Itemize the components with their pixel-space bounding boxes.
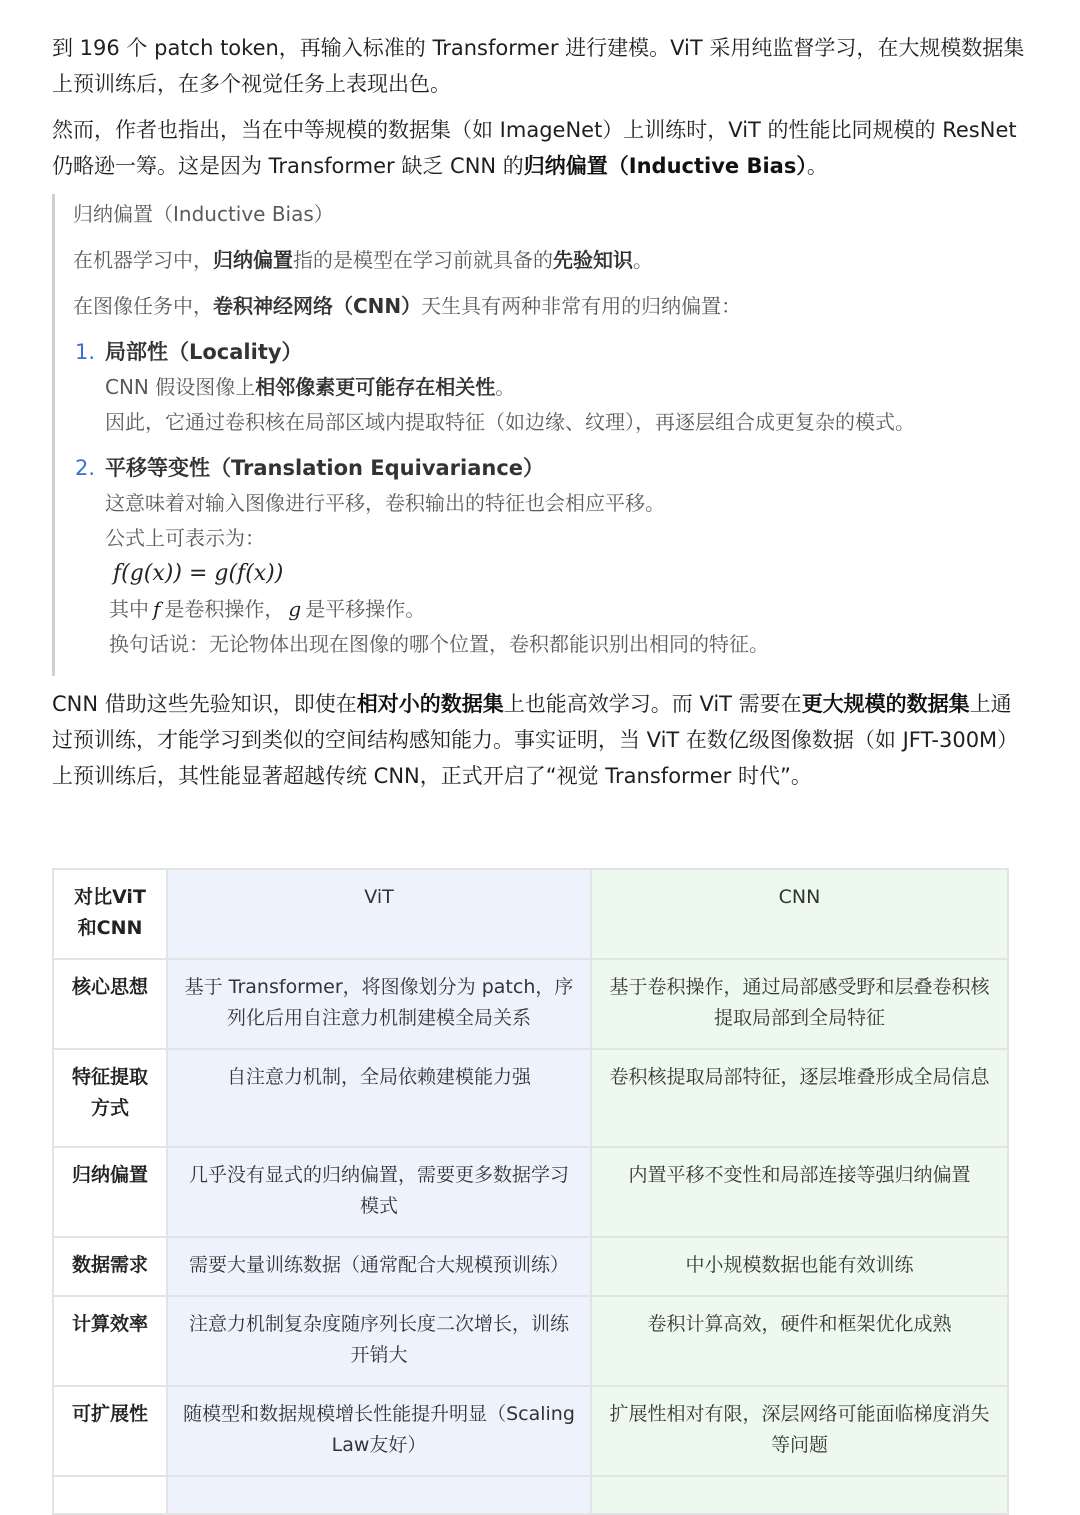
list-number: 2. xyxy=(75,456,96,480)
table-header-corner: 对比ViT和CNN xyxy=(53,869,167,959)
intro-paragraph-2 xyxy=(52,112,1032,184)
cnn-cell xyxy=(591,1476,1008,1514)
def-text-a: 在机器学习中， xyxy=(73,248,213,272)
cnn-bold: 卷积神经网络（CNN） xyxy=(213,294,422,318)
callout-definition xyxy=(73,242,1032,278)
cnn-cell: 中小规模数据也能有效训练 xyxy=(591,1237,1008,1296)
bias-list xyxy=(73,334,1032,662)
vit-cell: 自注意力机制，全局依赖建模能力强 xyxy=(167,1049,591,1147)
intro-p2-bold: 归纳偏置（Inductive Bias） xyxy=(523,154,807,178)
outro-bold-a: 相对小的数据集 xyxy=(356,692,504,716)
callout-cnn-intro xyxy=(73,288,1032,324)
row-label: 可扩展性 xyxy=(53,1386,167,1476)
list-item-line: 因此，它通过卷积核在局部区域内提取特征（如边缘、纹理），再逐层组合成更复杂的模式。 xyxy=(105,410,915,434)
list-item-line: 换句话说：无论物体出现在图像的哪个位置，卷积都能识别出相同的特征。 xyxy=(109,632,769,656)
callout-title: 归纳偏置（Inductive Bias） xyxy=(73,202,334,226)
cnn-cell: 扩展性相对有限，深层网络可能面临梯度消失等问题 xyxy=(591,1386,1008,1476)
table-row xyxy=(53,1049,1008,1147)
inductive-bias-callout xyxy=(52,194,1032,676)
equivariance-formula: f(g(x)) = g(f(x)) xyxy=(113,561,284,586)
math-var-f: f xyxy=(153,597,161,621)
locality-text-a: CNN 假设图像上 xyxy=(105,375,256,399)
list-item-heading: 局部性（Locality） xyxy=(105,340,303,364)
row-label: 特征提取方式 xyxy=(53,1049,167,1147)
intro-p2-end: 。 xyxy=(806,154,828,178)
table-header-row xyxy=(53,869,1008,959)
table-header-vit: ViT xyxy=(167,869,591,959)
row-label: 数据需求 xyxy=(53,1237,167,1296)
intro-p1-text: 到 196 个 patch token，再输入标准的 Transformer 进行建模。ViT 采用纯监督学习，在大规模数据集上预训练后，在多个视觉任务上表现出色。 xyxy=(52,36,1025,96)
def-bold-a: 归纳偏置 xyxy=(213,248,293,272)
cnn-cell: 卷积核提取局部特征，逐层堆叠形成全局信息 xyxy=(591,1049,1008,1147)
def-text-c: 。 xyxy=(633,248,653,272)
table-row xyxy=(53,1237,1008,1296)
list-item-heading: 平移等变性（Translation Equivariance） xyxy=(105,456,545,480)
table-row-partial xyxy=(53,1476,1008,1514)
def-text-b: 指的是模型在学习前就具备的 xyxy=(293,248,553,272)
def-bold-b: 先验知识 xyxy=(553,248,633,272)
cnn-text-b: 天生具有两种非常有用的归纳偏置： xyxy=(421,294,742,318)
vit-cell: 注意力机制复杂度随序列长度二次增长，训练开销大 xyxy=(167,1296,591,1386)
row-label: 归纳偏置 xyxy=(53,1147,167,1237)
explain-text-b: 是卷积操作， xyxy=(164,597,285,621)
table-header-cnn: CNN xyxy=(591,869,1008,959)
cnn-cell: 内置平移不变性和局部连接等强归纳偏置 xyxy=(591,1147,1008,1237)
formula-explanation xyxy=(105,592,1032,627)
row-label xyxy=(53,1476,167,1514)
locality-bold: 相邻像素更可能存在相关性 xyxy=(255,375,496,399)
outro-bold-b: 更大规模的数据集 xyxy=(801,692,970,716)
cnn-cell: 卷积计算高效，硬件和框架优化成熟 xyxy=(591,1296,1008,1386)
vit-cell: 随模型和数据规模增长性能提升明显（Scaling Law友好） xyxy=(167,1386,591,1476)
vit-cell xyxy=(167,1476,591,1514)
vit-cell: 基于 Transformer，将图像划分为 patch，序列化后用自注意力机制建模全局关系 xyxy=(167,959,591,1049)
row-label: 核心思想 xyxy=(53,959,167,1049)
intro-p2-text: 然而，作者也指出，当在中等规模的数据集（如 ImageNet）上训练时，ViT 的性能比同规模的 ResNet 仍略逊一筹。这是因为 Transformer 缺乏 CNN 的 xyxy=(52,118,1017,178)
math-var-g: g xyxy=(288,597,302,621)
explain-text-a: 其中 xyxy=(109,597,149,621)
list-item-locality xyxy=(73,334,1032,440)
outro-text-b: 上也能高效学习。而 ViT 需要在 xyxy=(503,692,802,716)
table-row xyxy=(53,959,1008,1049)
comparison-table xyxy=(52,868,1009,1515)
list-number: 1. xyxy=(75,340,96,364)
cnn-text-a: 在图像任务中， xyxy=(73,294,213,318)
outro-paragraph xyxy=(52,686,1032,794)
vit-cell: 需要大量训练数据（通常配合大规模预训练） xyxy=(167,1237,591,1296)
outro-text-c: 上通过预训练，才能学习到类似的空间结构感知能力。事实证明，当 ViT 在数亿级图像数据（如 JFT-300M）上预训练后，其性能显著超越传统 CNN，正式开启了“视觉 Transformer 时代”。 xyxy=(52,692,1019,788)
list-item-equivariance xyxy=(73,450,1032,662)
list-item-line xyxy=(105,370,1032,405)
list-item-line: 这意味着对输入图像进行平移，卷积输出的特征也会相应平移。 xyxy=(105,491,665,515)
article-body xyxy=(52,30,1032,804)
vit-cell: 几乎没有显式的归纳偏置，需要更多数据学习模式 xyxy=(167,1147,591,1237)
table-row xyxy=(53,1386,1008,1476)
explain-text-c: 是平移操作。 xyxy=(305,597,426,621)
list-item-line: 公式上可表示为： xyxy=(105,526,265,550)
outro-text-a: CNN 借助这些先验知识，即使在 xyxy=(52,692,357,716)
table-row xyxy=(53,1147,1008,1237)
cnn-cell: 基于卷积操作，通过局部感受野和层叠卷积核提取局部到全局特征 xyxy=(591,959,1008,1049)
row-label: 计算效率 xyxy=(53,1296,167,1386)
table-row xyxy=(53,1296,1008,1386)
locality-text-b: 。 xyxy=(495,375,516,399)
intro-paragraph-1 xyxy=(52,30,1032,102)
